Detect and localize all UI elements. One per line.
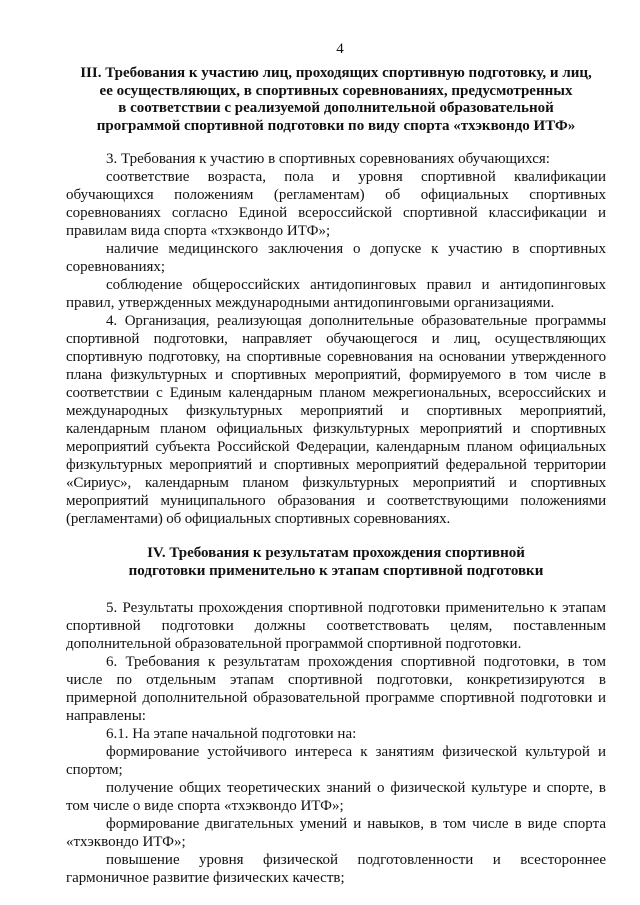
paragraph-3-item-age: соответствие возраста, пола и уровня спортивной квалификации обучающихся положениям (регламентам) об официальных спортивных соревнованиях согласно Единой всероссийской спортивной классификации и правилам вида спорта «тхэквондо ИТФ»; — [66, 169, 606, 240]
section-4-heading — [66, 545, 606, 580]
section-3-heading-line: в соответствии с реализуемой дополнительной образовательной — [118, 100, 554, 117]
page-number: 4 — [336, 41, 344, 57]
paragraph-6-1-item-knowledge: получение общих теоретических знаний о физической культуре и спорте, в том числе о виде спорта «тхэквондо ИТФ»; — [66, 779, 606, 814]
section-4-heading-line: IV. Требования к результатам прохождения спортивной — [147, 545, 525, 562]
paragraph-6-1: 6.1. На этапе начальной подготовки на: — [106, 725, 357, 742]
paragraph-6-1-item-fitness: повышение уровня физической подготовленности и всестороннее гармоничное развитие физических качеств; — [66, 851, 606, 886]
paragraph-3-item-antidoping: соблюдение общероссийских антидопинговых правил и антидопинговых правил, утвержденных международными антидопинговыми организациями. — [66, 277, 606, 312]
paragraph-4: 4. Организация, реализующая дополнительные образовательные программы спортивной подготовки, направляет обучающегося и лиц, осуществляющих спортивную подготовку, на спортивные соревнования на основании утвержденного плана физкультурных и спортивных мероприятий, формируемого в том числе в соответствии с Единым календарным планом межрегиональных, всероссийских и международных физкультурных мероприятий и спортивных мероприятий, календарным планом официальных физкультурных мероприятий и спортивных мероприятий субъекта Российской Федерации, календарным планом официальных физкультурных мероприятий и спортивных мероприятий федеральной территории «Сириус», календарным планом физкультурных мероприятий и спортивных мероприятий муниципального образования и соответствующими положениями (регламентами) об официальных спортивных соревнованиях. — [66, 313, 606, 528]
section-3-heading-line: программой спортивной подготовки по виду спорта «тхэквондо ИТФ» — [96, 117, 576, 134]
section-3-heading-line: III. Требования к участию лиц, проходящих спортивную подготовку, и лиц, — [80, 65, 592, 81]
section-3-heading-line: ее осуществляющих, в спортивных соревнованиях, предусмотренных — [99, 82, 573, 99]
paragraph-5: 5. Результаты прохождения спортивной подготовки применительно к этапам спортивной подготовки должны соответствовать целям, поставленным дополнительной образовательной программой спортивной подготовки. — [66, 599, 606, 652]
section-3-heading — [66, 65, 606, 135]
paragraph-3-item-medical: наличие медицинского заключения о допуске к участию в спортивных соревнованиях; — [66, 241, 606, 276]
paragraph-6: 6. Требования к результатам прохождения спортивной подготовки, в том числе по отдельным этапам спортивной подготовки, конкретизируются в примерной дополнительной образовательной программе спортивной подготовки и направлены: — [66, 653, 606, 724]
paragraph-6-1-item-skills: формирование двигательных умений и навыков, в том числе в виде спорта «тхэквондо ИТФ»; — [66, 815, 606, 850]
paragraph-3: 3. Требования к участию в спортивных соревнованиях обучающихся: — [106, 151, 550, 168]
section-4-heading-line: подготовки применительно к этапам спортивной подготовки — [128, 562, 544, 579]
paragraph-6-1-item-interest: формирование устойчивого интереса к занятиям физической культурой и спортом; — [66, 743, 606, 778]
